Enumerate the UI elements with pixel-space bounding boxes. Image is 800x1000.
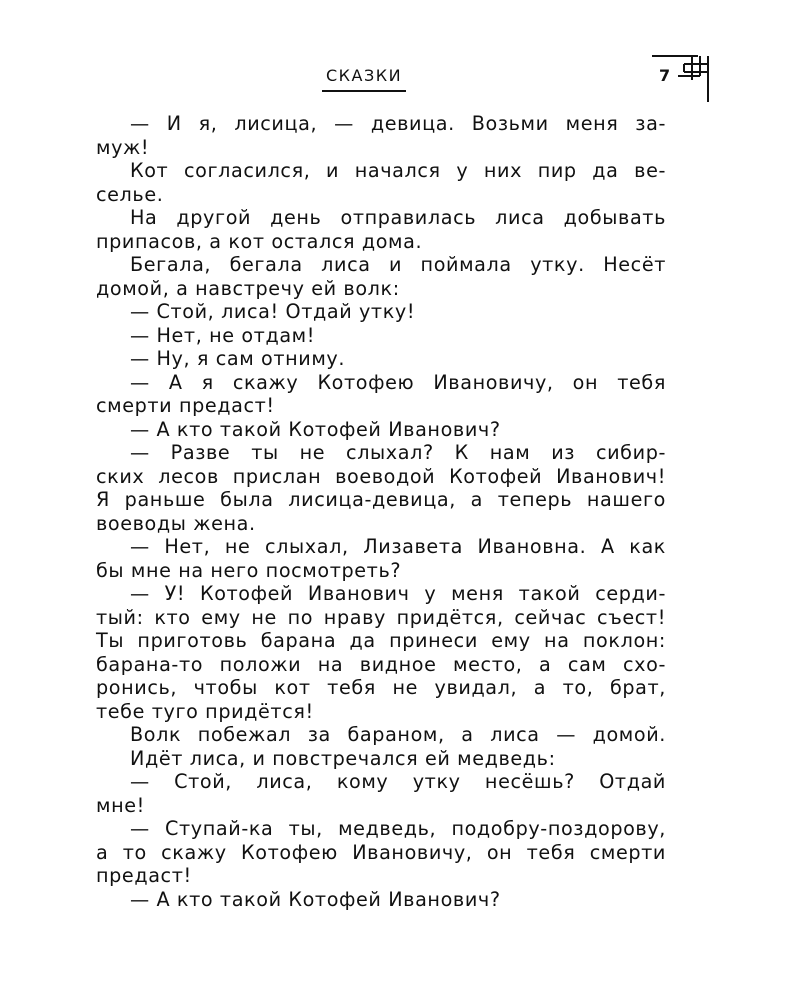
text-line: бы мне на него посмотреть? <box>96 558 402 582</box>
page-number: 7 <box>659 66 671 85</box>
text-line: — Нет, не слыхал, Лизавета Ивановна. А как <box>130 535 666 558</box>
corner-ornament-icon <box>652 50 712 106</box>
text-line: воеводы жена. <box>96 511 256 535</box>
text-line: ских лесов прислан воеводой Котофей Иванович! <box>96 464 666 488</box>
text-line: муж! <box>96 135 150 159</box>
text-line: — Ну, я сам отниму. <box>130 347 346 370</box>
text-line: тебе туго придётся! <box>96 699 314 723</box>
text-line: — А кто такой Котофей Иванович? <box>130 887 501 911</box>
text-line: — Ступай-ка ты, медведь, подобру-поздорову, <box>130 817 666 840</box>
running-header-title: СКАЗКИ <box>325 66 403 85</box>
text-line: Я раньше была лисица-девица, а теперь нашего <box>96 488 666 511</box>
text-line: — А я скажу Котофею Ивановичу, он тебя <box>130 370 666 394</box>
text-line: смерти предаст! <box>96 394 275 417</box>
text-line: Ты приготовь барана да принеси ему на поклон: <box>96 629 666 652</box>
text-line: Кот согласился, и начался у них пир да ве- <box>130 159 666 182</box>
text-line: Бегала, бегала лиса и поймала утку. Несёт <box>130 253 666 276</box>
text-line: Волк побежал за бараном, а лиса — домой. <box>130 723 666 746</box>
text-line: ронись, чтобы кот тебя не увидал, а то, брат, <box>96 676 666 699</box>
text-line: — Стой, лиса, кому утку несёшь? Отдай <box>130 770 666 793</box>
text-line: мне! <box>96 793 145 817</box>
text-line: припасов, а кот остался дома. <box>96 229 423 253</box>
text-line: — А кто такой Котофей Иванович? <box>130 417 501 441</box>
text-line: — Разве ты не слыхал? К нам из сибир- <box>130 441 666 464</box>
text-line: На другой день отправилась лиса добывать <box>130 206 666 229</box>
header-underline <box>322 90 406 92</box>
text-line: Идёт лиса, и повстречался ей медведь: <box>130 746 556 770</box>
text-line: барана-то положи на видное место, а сам схо- <box>96 652 666 676</box>
text-line: домой, а навстречу ей волк: <box>96 276 400 300</box>
text-line: а то скажу Котофею Ивановичу, он тебя смерти <box>96 840 666 864</box>
text-line: тый: кто ему не по нраву придётся, сейчас съест! <box>96 605 666 629</box>
text-line: селье. <box>96 182 164 206</box>
story-text <box>96 112 666 911</box>
text-line: — У! Котофей Иванович у меня такой серди- <box>130 582 666 605</box>
text-line: — И я, лисица, — девица. Возьми меня за- <box>130 112 666 135</box>
text-line: — Стой, лиса! Отдай утку! <box>130 300 416 323</box>
text-line: предаст! <box>96 864 192 887</box>
text-line: — Нет, не отдам! <box>130 323 316 347</box>
